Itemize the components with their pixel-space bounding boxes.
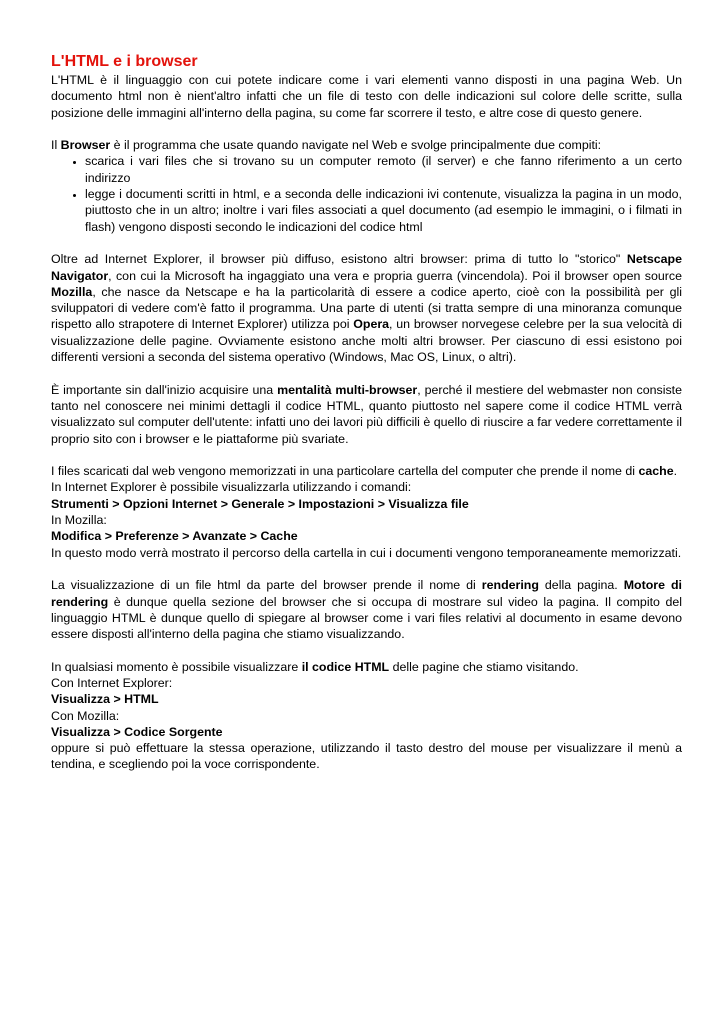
text-run: I files scaricati dal web vengono memorizzati in una particolare cartella del computer che prende il nome di xyxy=(51,464,639,479)
bold-term-netscape: Netscape Navigator xyxy=(51,252,682,283)
text-run: In qualsiasi momento è possibile visualizzare xyxy=(51,659,302,674)
page-title: L'HTML e i browser xyxy=(51,53,198,70)
mozilla-source-menu-path: Visualizza > Codice Sorgente xyxy=(51,724,223,739)
intro-paragraph: L'HTML è il linguaggio con cui potete indicare come i vari elementi vanno disposti in una pagina Web. Un documento html non è nient'altro infatti che un file di testo con delle indicazioni sul colore delle scritte, sulla posizione delle immagini all'interno della pagina, su come far scorrere il testo, e altre cose di questo genere. xyxy=(51,73,682,120)
browser-tasks-list xyxy=(51,153,682,234)
list-item: • legge i documenti scritti in html, e a seconda delle indicazioni ivi contenute, visualizza la pagina in un modo, piuttosto che in un altro; inoltre i vari files associati a quel documento (ad esempio le immagini, o i filmati in flash) vengono disposti secondo le indicazioni del codice html xyxy=(85,186,682,235)
bold-term-opera: Opera xyxy=(353,317,390,332)
spacer xyxy=(51,642,682,658)
spacer xyxy=(51,447,682,463)
text-run: Il xyxy=(51,138,61,153)
ie-cache-menu-path: Strumenti > Opzioni Internet > Generale > Impostazioni > Visualizza file xyxy=(51,496,469,511)
other-browsers-paragraph xyxy=(51,251,682,365)
bold-term-multi-browser: mentalità multi-browser xyxy=(277,382,418,397)
mozilla-source-intro: Con Mozilla: xyxy=(51,708,120,723)
text-run: , che nasce da Netscape e ha la particolarità di essere a codice aperto, cioè con la possibilità per gli sviluppatori di vedere com'è fatto il programma. Una parte di utenti (si tratta sempre di una minoranza comunque rispetto allo strapotere di Internet Explorer) utilizza poi xyxy=(51,284,682,332)
multi-browser-paragraph xyxy=(51,382,682,447)
spacer xyxy=(51,235,682,251)
ie-cache-intro: In Internet Explorer è possibile visualizzarla utilizzando i comandi: xyxy=(51,480,412,495)
bold-term-browser: Browser xyxy=(60,138,111,153)
source-tail-text: oppure si può effettuare la stessa operazione, utilizzando il tasto destro del mouse per visualizzare il menù a tendina, e scegliendo poi la voce corrispondente. xyxy=(51,741,682,772)
text-run: , con cui la Microsoft ha ingaggiato una vera e propria guerra (vincendola). Poi il browser open source xyxy=(108,268,682,283)
cache-paragraph xyxy=(51,463,682,479)
text-run: della pagina. xyxy=(538,578,624,593)
text-run: è il programma che usate quando navigate nel Web e svolge principalmente due compiti: xyxy=(110,138,602,153)
mozilla-cache-intro: In Mozilla: xyxy=(51,513,107,528)
text-run: La visualizzazione di un file html da parte del browser prende il nome di xyxy=(51,578,482,593)
bold-term-rendering: rendering xyxy=(481,578,539,593)
spacer xyxy=(51,365,682,381)
text-run: è dunque quella sezione del browser che si occupa di mostrare sul video la pagina. Il compito del linguaggio HTML è dunque quello di spiegare al browser come i vari files relativi al documento in esame devono essere disposti all'interno della pagina che stiamo visualizzando. xyxy=(51,594,682,642)
source-code-paragraph xyxy=(51,659,682,675)
text-run: Oltre ad Internet Explorer, il browser più diffuso, esistono altri browser: prima di tutto lo "storico" xyxy=(51,252,627,267)
text-run: delle pagine che stiamo visitando. xyxy=(389,659,579,674)
text-run: , un browser norvegese celebre per la sua velocità di visualizzazione delle pagine. Ovviamente esistono anche molti altri browser. Per ciascuno di essi esistono poi differenti versioni a seconda del sistema operativo (Windows, Mac OS, Linux, o altri). xyxy=(51,317,682,365)
spacer xyxy=(51,561,682,577)
ie-source-menu-path: Visualizza > HTML xyxy=(51,692,159,707)
mozilla-cache-menu-path: Modifica > Preferenze > Avanzate > Cache xyxy=(51,529,298,544)
bold-term-cache: cache xyxy=(638,464,674,479)
text-run: , perché il mestiere del webmaster non consiste tanto nel conoscere nei minimi dettagli il codice HTML, quanto piuttosto nel sapere come il codice HTML verrà visualizzato sul computer dell'utente: infatti uno dei lavori più difficili è quello di riuscire a far vedere correttamente il proprio sito con i browser e le piattaforme più svariate. xyxy=(51,382,683,446)
text-run: È importante sin dall'inizio acquisire una xyxy=(51,382,278,397)
list-item: • scarica i vari files che si trovano su un computer remoto (il server) e che fanno riferimento a un certo indirizzo xyxy=(85,153,682,186)
bold-term-mozilla: Mozilla xyxy=(51,284,93,299)
cache-tail-text: In questo modo verrà mostrato il percorso della cartella in cui i documenti vengono temporaneamente memorizzati. xyxy=(51,545,682,560)
document-body xyxy=(51,52,682,773)
spacer xyxy=(51,121,682,137)
bold-term-html-code: il codice HTML xyxy=(301,659,390,674)
text-run: . xyxy=(673,464,678,479)
ie-source-intro: Con Internet Explorer: xyxy=(51,675,173,690)
browser-paragraph xyxy=(51,137,682,153)
rendering-paragraph xyxy=(51,577,682,642)
bold-term-rendering-engine: Motore di rendering xyxy=(51,578,682,609)
